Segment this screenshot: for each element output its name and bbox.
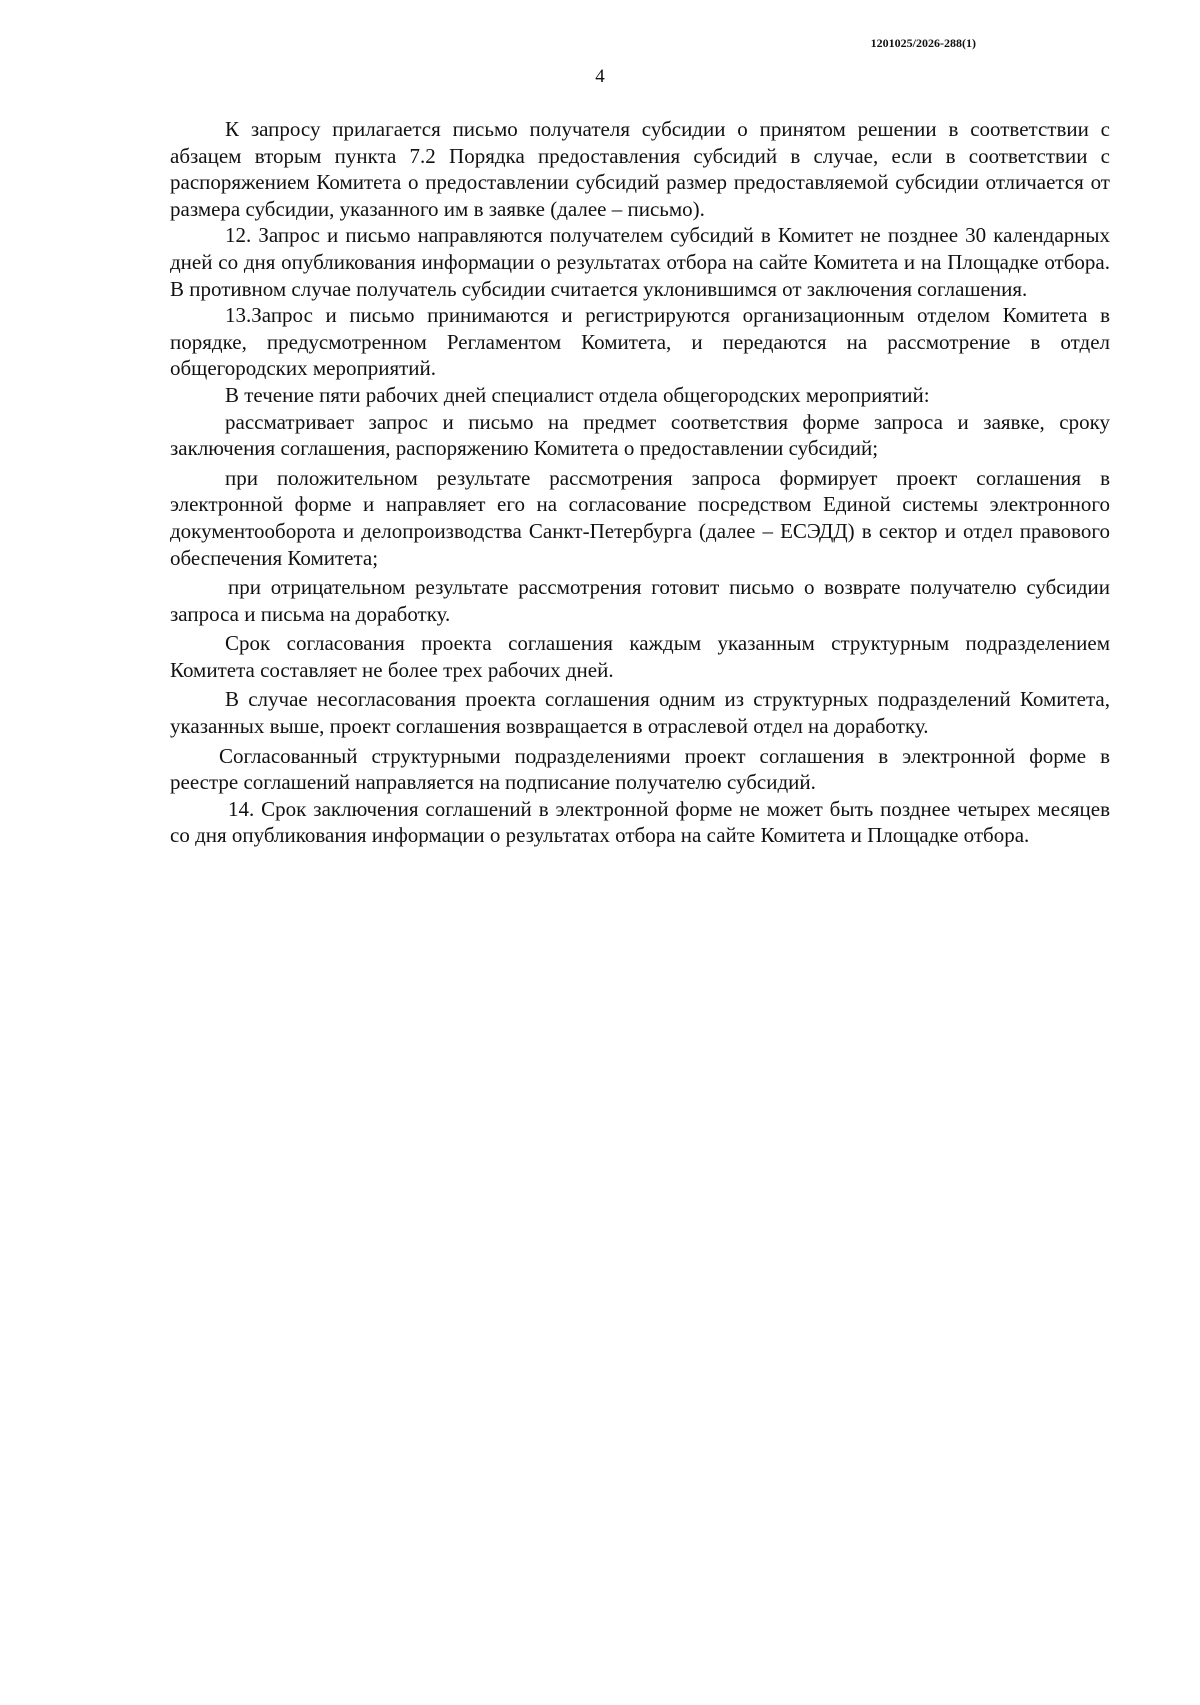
paragraph-signing: Согласованный структурными подразделениями проект соглашения в электронной форме в реестре соглашений направляется на подписание получателю субсидий. (170, 743, 1110, 795)
document-body (170, 116, 1110, 849)
paragraph-review-check: рассматривает запрос и письмо на предмет соответствия форме запроса и заявке, сроку заключения соглашения, распоряжению Комитета о предоставлении субсидий; (170, 409, 1110, 461)
paragraph-positive-result: при положительном результате рассмотрения запроса формирует проект соглашения в электронной форме и направляет его на согласование посредством Единой системы электронного документооборота и делопроизводства Санкт-Петербурга (далее – ЕСЭДД) в сектор и отдел правового обеспечения Комитета; (170, 465, 1110, 570)
paragraph-item-12: 12. Запрос и письмо направляются получателем субсидий в Комитет не позднее 30 календарных дней со дня опубликования информации о результатах отбора на сайте Комитета и на Площадке отбора. В противном случае получатель субсидии считается уклонившимся от заключения соглашения. (170, 223, 1110, 301)
document-id: 1201025/2026-288(1) (870, 36, 976, 50)
paragraph-approval-term: Срок согласования проекта соглашения каждым указанным структурным подразделением Комитета составляет не более трех рабочих дней. (170, 631, 1110, 682)
paragraph-item-13: 13.Запрос и письмо принимаются и регистрируются организационным отделом Комитета в порядке, предусмотренном Регламентом Комитета, и передаются на рассмотрение в отдел общегородских мероприятий. (170, 303, 1110, 381)
paragraph-disapproval: В случае несогласования проекта соглашения одним из структурных подразделений Комитета, указанных выше, проект соглашения возвращается в отраслевой отдел на доработку. (170, 687, 1110, 739)
paragraph-item-14: 14. Срок заключения соглашений в электронной форме не может быть позднее четырех месяцев со дня опубликования информации о результатах отбора на сайте Комитета и Площадке отбора. (170, 796, 1110, 848)
paragraph-review-period: В течение пяти рабочих дней специалист отдела общегородских мероприятий: (225, 382, 930, 407)
paragraph-negative-result: при отрицательном результате рассмотрения готовит письмо о возврате получателю субсидии запроса и письма на доработку. (170, 575, 1110, 626)
page-number: 4 (595, 66, 605, 87)
paragraph-attachment-letter: К запросу прилагается письмо получателя субсидии о принятом решении в соответствии с абзацем вторым пункта 7.2 Порядка предоставления субсидий в случае, если в соответствии с распоряжением Комитета о предоставлении субсидий размер предоставляемой субсидии отличается от размера субсидии, указанного им в заявке (далее – письмо). (170, 117, 1110, 221)
